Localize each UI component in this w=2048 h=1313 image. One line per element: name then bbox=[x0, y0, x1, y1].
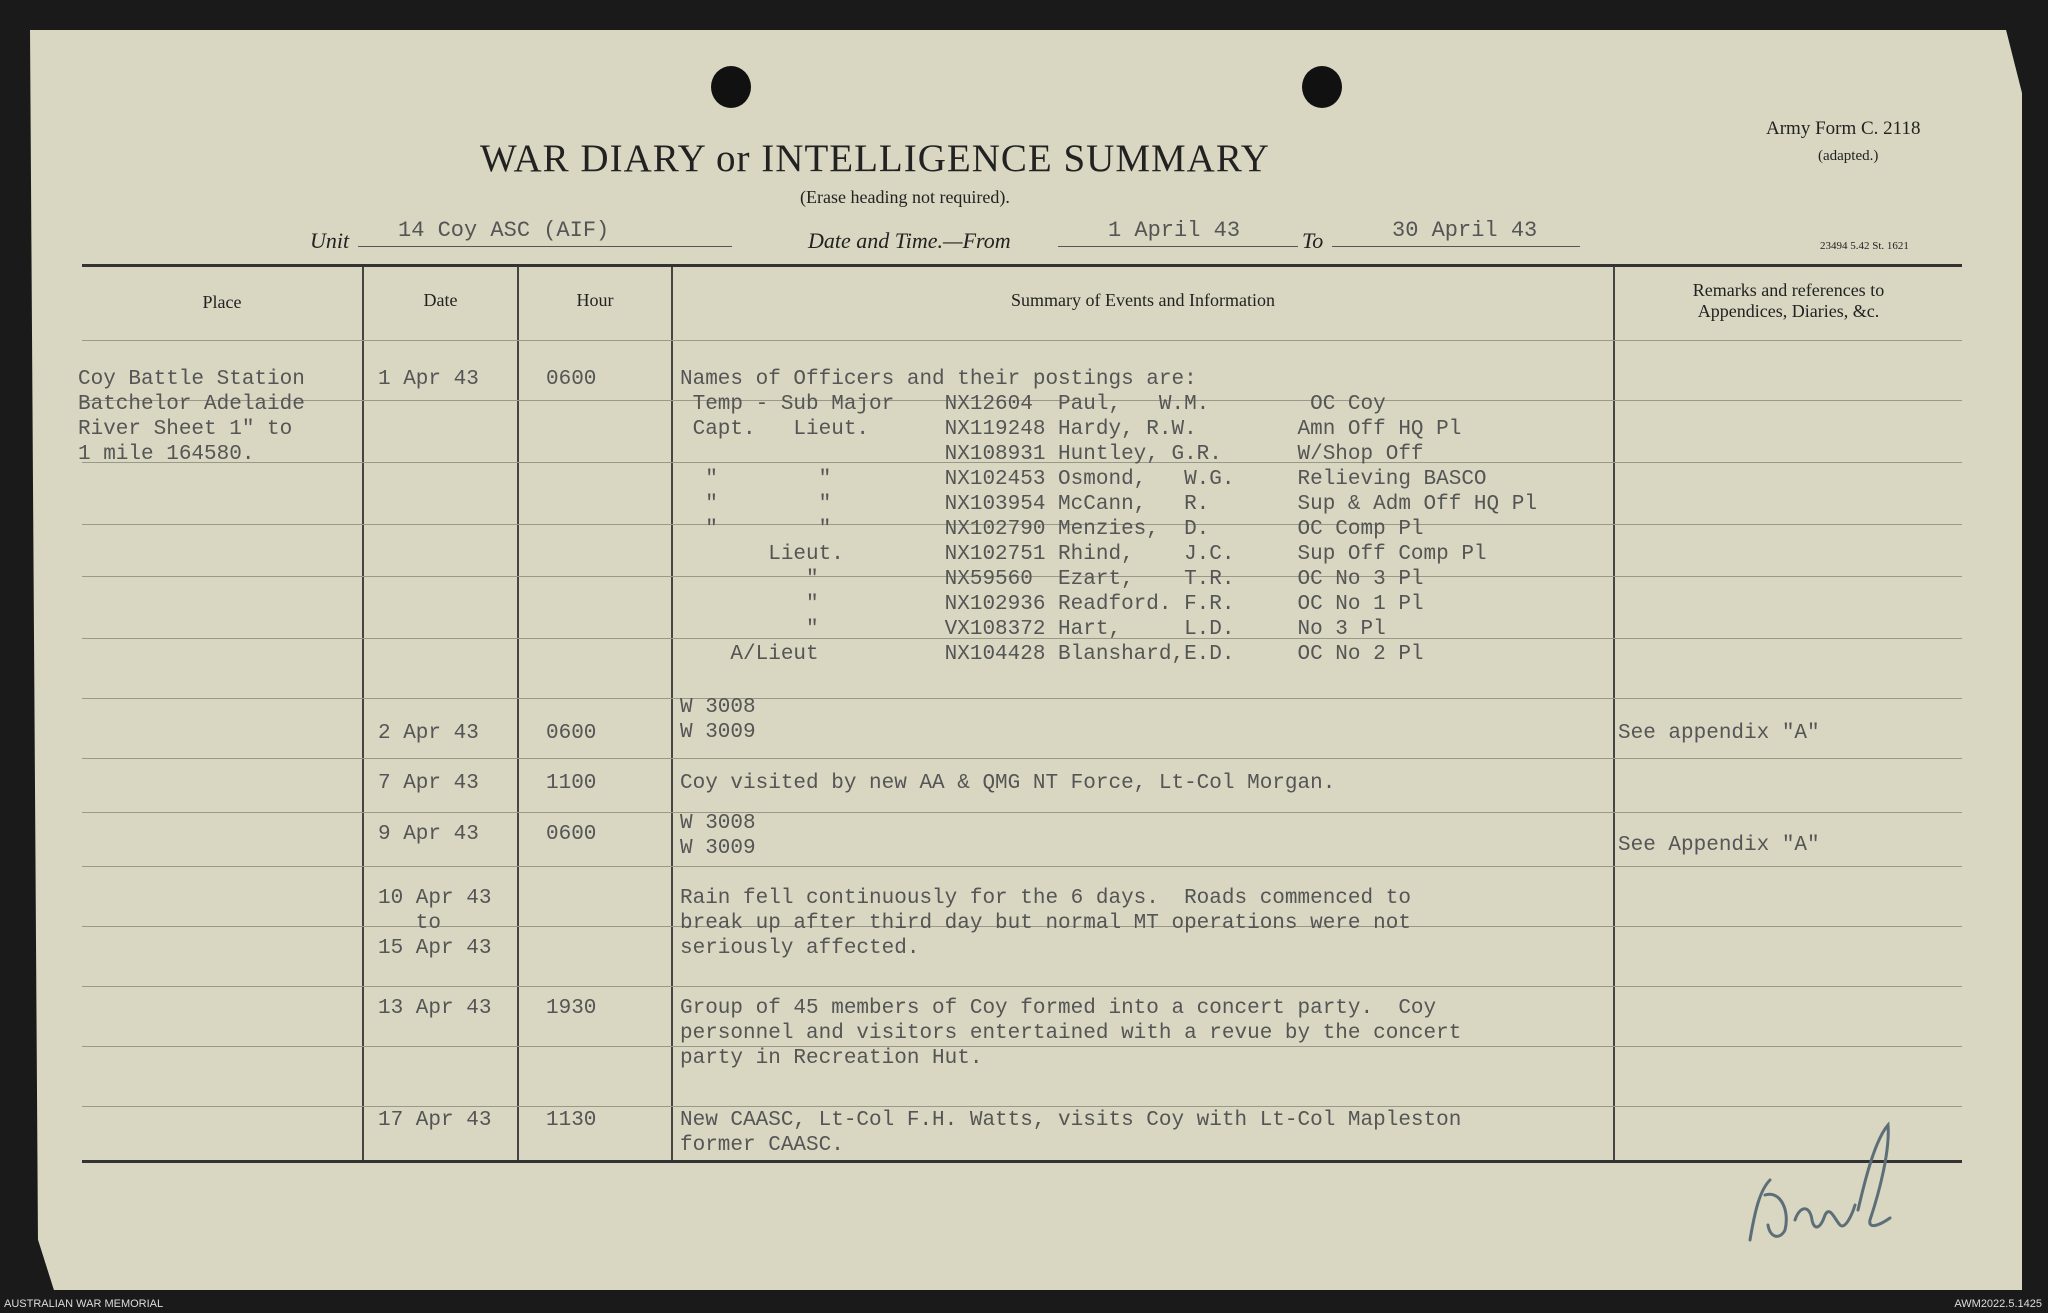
entry-remarks: See appendix "A" bbox=[1618, 722, 1820, 745]
entry-summary: Names of Officers and their postings are: Temp - Sub Major NX12604 Paul, W.M. OC Coy Capt. Lieut. NX119248 Hardy, R.W. Amn Off HQ Pl NX108931 Huntley, G.R. W/Shop Off " " NX102453 Osmond, W.G. Relieving BASCO " " NX103954 McCann, R. Sup & Adm Off HQ Pl " " NX102790 Menzies, D. OC Comp Pl Lieut. NX102751 Rhind, J.C. Sup Off Comp Pl " NX59560 Ezart, T.R. OC No 3 Pl " NX102936 Readford. F.R. OC No 1 Pl " VX108372 Hart, L.D. No 3 Pl A/Lieut NX104428 Blanshard,E.D. OC No 2 Pl bbox=[680, 368, 1537, 666]
date-to-label: To bbox=[1302, 228, 1324, 253]
date-from-label: Date and Time.—From bbox=[808, 228, 1011, 253]
entry-hour: 0600 bbox=[546, 368, 597, 391]
form-adapted: (adapted.) bbox=[1818, 148, 1879, 164]
date-to-fill-line bbox=[1332, 246, 1580, 247]
entry-date: 9 Apr 43 bbox=[378, 823, 479, 846]
entry-summary: W 3008 W 3009 bbox=[680, 812, 756, 860]
entry-date: 1 Apr 43 bbox=[378, 368, 479, 391]
entry-summary: Coy visited by new AA & QMG NT Force, Lt-Col Morgan. bbox=[680, 772, 1336, 795]
table-bottom-rule bbox=[82, 1160, 1962, 1163]
ruled-line bbox=[82, 866, 1962, 867]
date-to-value: 30 April 43 bbox=[1392, 218, 1538, 243]
footer-right: AWM2022.5.1425 bbox=[1954, 1298, 2042, 1310]
entry-hour: 0600 bbox=[546, 722, 597, 745]
header-place: Place bbox=[202, 292, 242, 312]
entry-summary: W 3008 W 3009 bbox=[680, 696, 756, 744]
form-reference: Army Form C. 2118 bbox=[1766, 118, 1921, 139]
header-date: Date bbox=[423, 290, 458, 310]
date-from-value: 1 April 43 bbox=[1108, 218, 1241, 243]
ruled-line bbox=[82, 698, 1962, 699]
entry-date: 10 Apr 43 to 15 Apr 43 bbox=[378, 887, 492, 960]
entry-date: 7 Apr 43 bbox=[378, 772, 479, 795]
entry-summary: Rain fell continuously for the 6 days. Roads commenced to break up after third day but normal MT operations were not seriously affected. bbox=[680, 887, 1411, 960]
footer-left: AUSTRALIAN WAR MEMORIAL bbox=[4, 1298, 164, 1310]
punch-hole bbox=[711, 66, 751, 108]
entry-date: 17 Apr 43 bbox=[378, 1109, 492, 1132]
ruled-line bbox=[82, 812, 1962, 813]
ruled-line bbox=[82, 1106, 1962, 1107]
header-remarks-line1: Remarks and references to bbox=[1692, 280, 1885, 300]
entry-summary: Group of 45 members of Coy formed into a concert party. Coy personnel and visitors entertained with a revue by the concert party in Recreation Hut. bbox=[680, 997, 1462, 1070]
date-from-fill-line bbox=[1058, 246, 1298, 247]
ruled-line bbox=[82, 758, 1962, 759]
place-entry: Coy Battle Station Batchelor Adelaide River Sheet 1" to 1 mile 164580. bbox=[78, 368, 305, 466]
header-summary: Summary of Events and Information bbox=[1011, 290, 1275, 310]
ruled-line bbox=[82, 340, 1962, 341]
entry-remarks: See Appendix "A" bbox=[1618, 834, 1820, 857]
table-top-rule bbox=[82, 264, 1962, 267]
page-subtitle: (Erase heading not required). bbox=[800, 187, 1010, 207]
header-hour: Hour bbox=[576, 290, 614, 310]
ruled-line bbox=[82, 986, 1962, 987]
header-remarks-line2: Appendices, Diaries, &c. bbox=[1697, 301, 1880, 321]
entry-date: 13 Apr 43 bbox=[378, 997, 492, 1020]
entry-hour: 1130 bbox=[546, 1109, 597, 1132]
unit-fill-line bbox=[358, 246, 732, 247]
entry-date: 2 Apr 43 bbox=[378, 722, 479, 745]
handwritten-signature bbox=[1740, 1120, 1920, 1260]
entry-hour: 1930 bbox=[546, 997, 597, 1020]
entry-hour: 0600 bbox=[546, 823, 597, 846]
print-reference: 23494 5.42 St. 1621 bbox=[1820, 240, 1909, 252]
unit-label: Unit bbox=[310, 228, 350, 253]
unit-value: 14 Coy ASC (AIF) bbox=[398, 218, 610, 243]
entry-hour: 1100 bbox=[546, 772, 597, 795]
entry-summary: New CAASC, Lt-Col F.H. Watts, visits Coy with Lt-Col Mapleston former CAASC. bbox=[680, 1109, 1462, 1157]
page-title: WAR DIARY or INTELLIGENCE SUMMARY bbox=[480, 137, 1270, 180]
punch-hole bbox=[1302, 66, 1342, 108]
